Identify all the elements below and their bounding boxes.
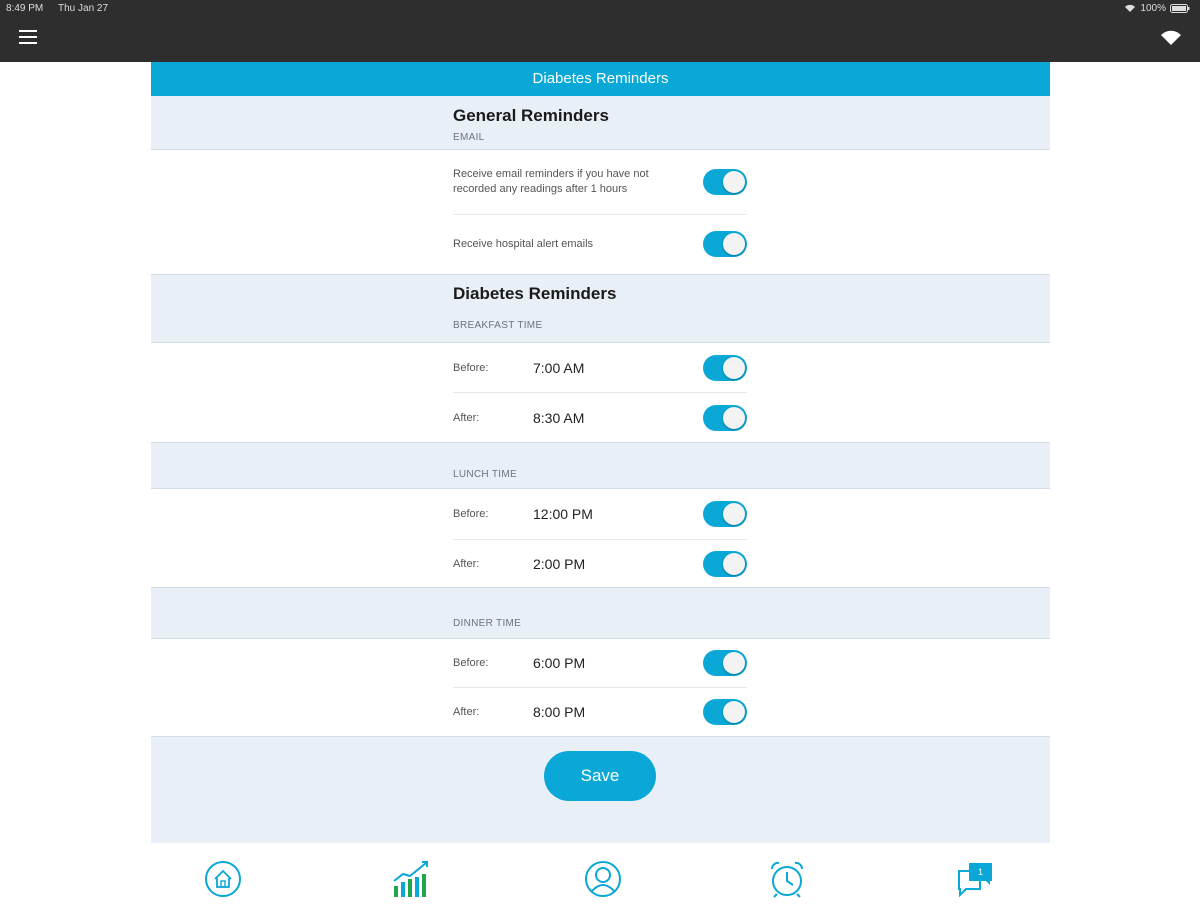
table-row xyxy=(453,540,747,587)
table-row xyxy=(453,688,747,736)
tab-charts[interactable] xyxy=(391,859,431,899)
wifi-icon[interactable] xyxy=(1160,30,1182,46)
list-item xyxy=(453,215,747,273)
messages-badge: 1 xyxy=(977,867,984,877)
alarm-clock-icon xyxy=(767,859,807,899)
table-row xyxy=(453,489,747,540)
battery-icon xyxy=(1170,4,1190,13)
breakfast-after-toggle[interactable] xyxy=(703,405,747,431)
battery-percent: 100% xyxy=(1140,3,1166,14)
chart-icon xyxy=(391,859,431,899)
save-area xyxy=(151,736,1050,843)
dinner-before-time[interactable]: 6:00 PM xyxy=(533,655,586,671)
general-reminders-list xyxy=(151,150,1050,274)
email-subtitle: EMAIL xyxy=(453,132,485,143)
hospital-alert-toggle[interactable] xyxy=(703,231,747,257)
dinner-rows xyxy=(151,639,1050,736)
lunch-rows xyxy=(151,489,1050,587)
reminders-panel xyxy=(151,62,1050,843)
row-label: Before: xyxy=(453,508,489,520)
breakfast-after-time[interactable]: 8:30 AM xyxy=(533,409,585,426)
email-reminder-toggle[interactable] xyxy=(703,169,747,195)
row-label: Before: xyxy=(453,657,489,669)
dinner-time-header xyxy=(151,587,1050,639)
dinner-before-toggle[interactable] xyxy=(703,650,747,676)
tab-profile[interactable] xyxy=(583,859,623,899)
row-label: After: xyxy=(453,411,480,424)
email-reminder-text: Receive email reminders if you have not recorded any readings after 1 hours xyxy=(453,168,649,195)
dinner-time-label: DINNER TIME xyxy=(453,618,522,629)
breakfast-before-toggle[interactable] xyxy=(703,355,747,381)
messages-icon xyxy=(956,859,996,899)
lunch-after-time[interactable]: 2:00 PM xyxy=(533,555,586,572)
breakfast-before-time[interactable]: 7:00 AM xyxy=(533,359,585,376)
table-row xyxy=(453,393,747,442)
page-title: Diabetes Reminders xyxy=(151,62,1050,96)
lunch-after-toggle[interactable] xyxy=(703,551,747,577)
dinner-after-time[interactable]: 8:00 PM xyxy=(533,704,586,720)
table-row xyxy=(453,343,747,393)
tab-reminders[interactable] xyxy=(767,859,807,899)
lunch-before-toggle[interactable] xyxy=(703,501,747,527)
diabetes-reminders-title: Diabetes Reminders xyxy=(453,284,617,303)
tab-home[interactable] xyxy=(203,859,243,899)
status-time: 8:49 PM xyxy=(6,3,44,14)
hospital-alert-text: Receive hospital alert emails xyxy=(453,237,594,250)
diabetes-reminders-header xyxy=(151,274,1050,343)
tab-messages[interactable] xyxy=(956,859,996,899)
lunch-time-label: LUNCH TIME xyxy=(453,469,517,480)
profile-icon xyxy=(583,859,623,899)
list-item xyxy=(453,150,747,215)
hamburger-menu-icon[interactable] xyxy=(19,30,37,44)
table-row xyxy=(453,639,747,688)
status-indicators xyxy=(1124,3,1190,14)
bottom-tab-bar xyxy=(0,843,1200,900)
top-bar xyxy=(0,0,1200,62)
breakfast-rows xyxy=(151,343,1050,442)
save-button[interactable]: Save xyxy=(544,751,656,801)
lunch-time-header xyxy=(151,442,1050,489)
row-label: After: xyxy=(453,706,480,718)
status-date: Thu Jan 27 xyxy=(58,3,109,14)
home-icon xyxy=(203,859,243,899)
lunch-before-time[interactable]: 12:00 PM xyxy=(533,506,593,522)
general-reminders-header xyxy=(151,96,1050,150)
dinner-after-toggle[interactable] xyxy=(703,699,747,725)
breakfast-time-label: BREAKFAST TIME xyxy=(453,320,543,331)
general-reminders-title: General Reminders xyxy=(453,106,609,125)
status-wifi-icon xyxy=(1124,4,1136,13)
row-label: Before: xyxy=(453,361,489,374)
row-label: After: xyxy=(453,557,480,570)
